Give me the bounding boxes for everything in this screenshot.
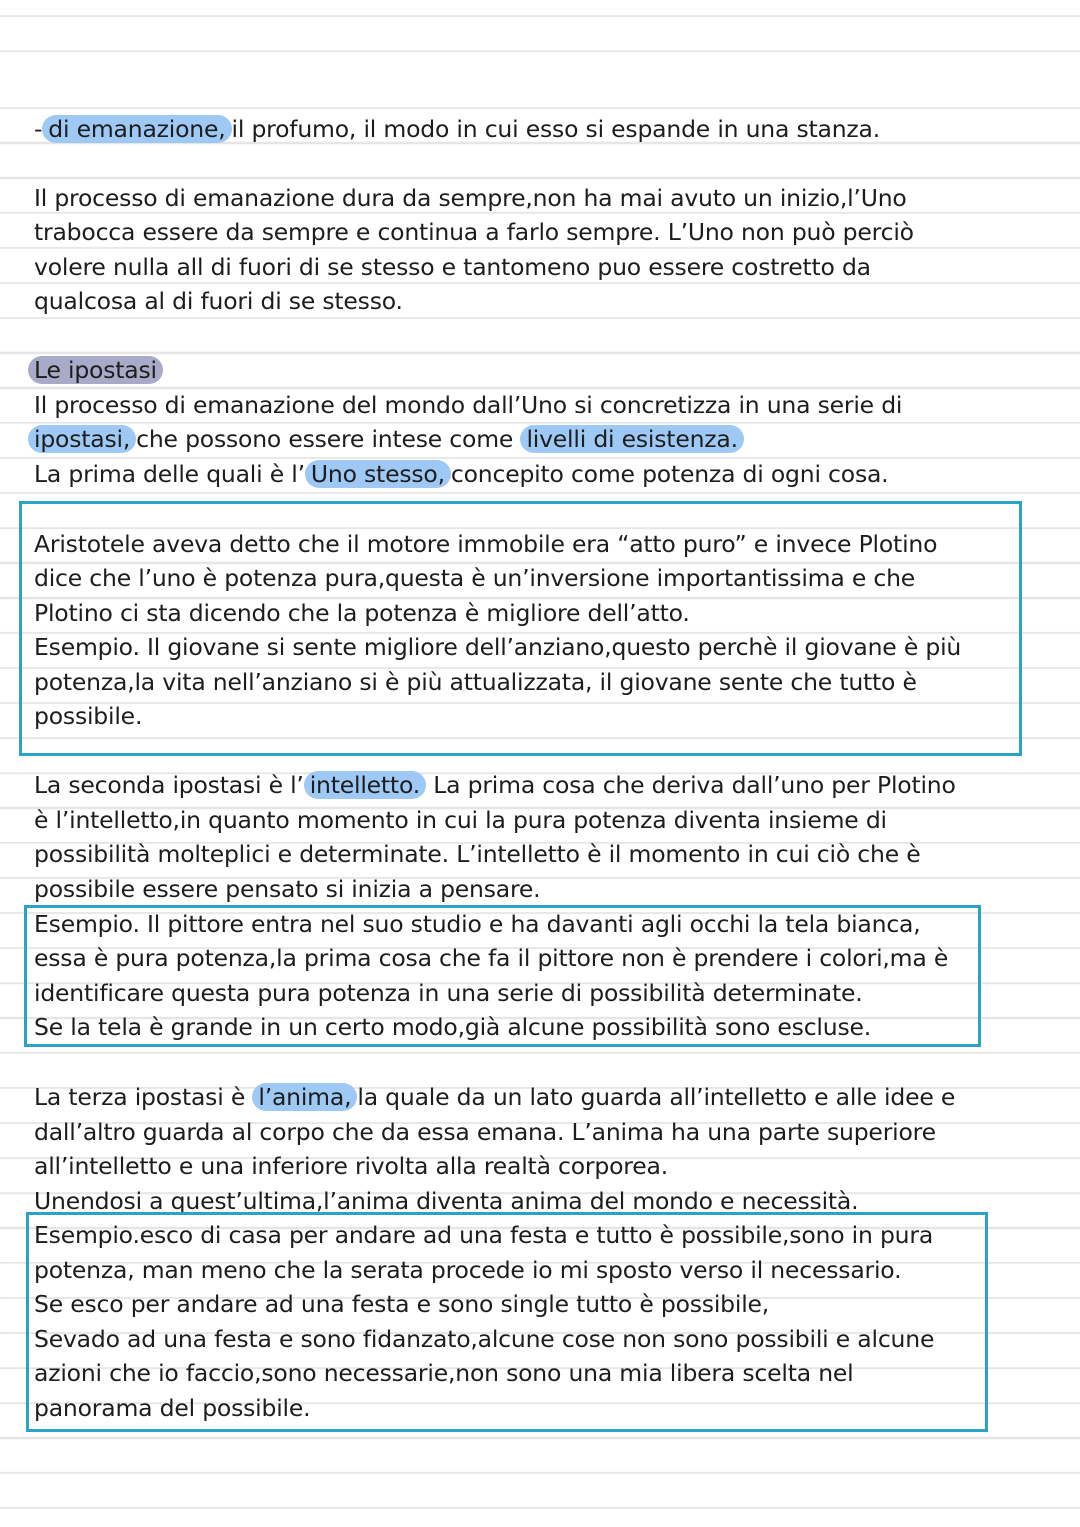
highlight-ipostasi: ipostasi, xyxy=(28,425,136,453)
intro-line xyxy=(34,112,880,146)
highlight-livelli: livelli di esistenza. xyxy=(520,425,743,453)
box1-line-3: Plotino ci sta dicendo che la potenza è migliore dell’atto. xyxy=(34,599,690,627)
dash: - xyxy=(34,115,43,143)
highlight-intelletto: intelletto. xyxy=(304,771,426,799)
box3-line-5: azioni che io faccio,sono necessarie,non sono una mia libera scelta nel xyxy=(34,1359,854,1387)
box1-line-2: dice che l’uno è potenza pura,questa è un’inversione importantissima e che xyxy=(34,564,916,592)
seconda-line-4: possibile essere pensato si inizia a pensare. xyxy=(34,875,541,903)
box2-line-4: Se la tela è grande in un certo modo,già alcune possibilità sono escluse. xyxy=(34,1013,872,1041)
box3-line-2: potenza, man meno che la serata procede io mi sposto verso il necessario. xyxy=(34,1256,902,1284)
section-title-text: Le ipostasi xyxy=(28,356,163,384)
ipostasi-line-2-mid: che possono essere intese come xyxy=(136,425,521,453)
seconda-line-1 xyxy=(34,768,956,802)
ipostasi-line-2 xyxy=(28,422,744,456)
processo-line-3: volere nulla all di fuori di se stesso e tantomeno puo essere costretto da xyxy=(34,253,871,281)
terza-post: la quale da un lato guarda all’intelletto e alle idee e xyxy=(357,1083,956,1111)
box2-line-2: essa è pura potenza,la prima cosa che fa il pittore non è prendere i colori,ma è xyxy=(34,944,949,972)
seconda-line-3: possibilità molteplici e determinate. L’intelletto è il momento in cui ciò che è xyxy=(34,840,921,868)
processo-line-2: trabocca essere da sempre e continua a farlo sempre. L’Uno non può perciò xyxy=(34,218,914,246)
box1-line-4: Esempio. Il giovane si sente migliore dell’anziano,questo perchè il giovane è più xyxy=(34,633,962,661)
terza-line-2: dall’altro guarda al corpo che da essa emana. L’anima ha una parte superiore xyxy=(34,1118,936,1146)
box3-line-6: panorama del possibile. xyxy=(34,1394,311,1422)
seconda-pre: La seconda ipostasi è l’ xyxy=(34,771,304,799)
highlight-emanazione: di emanazione, xyxy=(42,115,231,143)
box3-line-3: Se esco per andare ad una festa e sono single tutto è possibile, xyxy=(34,1290,770,1318)
box1-line-1: Aristotele aveva detto che il motore immobile era “atto puro” e invece Plotino xyxy=(34,530,938,558)
ipostasi-line-3-post: concepito come potenza di ogni cosa. xyxy=(450,460,889,488)
processo-line-4: qualcosa al di fuori di se stesso. xyxy=(34,287,403,315)
intro-text: il profumo, il modo in cui esso si espande in una stanza. xyxy=(231,115,881,143)
box3-line-4: Sevado ad una festa e sono fidanzato,alcune cose non sono possibili e alcune xyxy=(34,1325,935,1353)
terza-line-4: Unendosi a quest’ultima,l’anima diventa anima del mondo e necessità. xyxy=(34,1187,859,1215)
ipostasi-line-3-pre: La prima delle quali è l’ xyxy=(34,460,305,488)
terza-line-1 xyxy=(34,1080,955,1114)
highlight-uno-stesso: Uno stesso, xyxy=(305,460,451,488)
box2-line-3: identificare questa pura potenza in una serie di possibilità determinate. xyxy=(34,979,863,1007)
section-title-ipostasi xyxy=(28,353,163,387)
box1-line-6: possibile. xyxy=(34,702,143,730)
processo-line-1: Il processo di emanazione dura da sempre,non ha mai avuto un inizio,l’Uno xyxy=(34,184,907,212)
ipostasi-line-3 xyxy=(34,457,888,491)
box1-line-5: potenza,la vita nell’anziano si è più attualizzata, il giovane sente che tutto è xyxy=(34,668,917,696)
terza-line-3: all’intelletto e una inferiore rivolta alla realtà corporea. xyxy=(34,1152,668,1180)
box3-line-1: Esempio.esco di casa per andare ad una festa e tutto è possibile,sono in pura xyxy=(34,1221,934,1249)
highlight-anima: l’anima, xyxy=(252,1083,357,1111)
seconda-line-2: è l’intelletto,in quanto momento in cui la pura potenza diventa insieme di xyxy=(34,806,887,834)
ipostasi-line-1: Il processo di emanazione del mondo dall’Uno si concretizza in una serie di xyxy=(34,391,903,419)
box2-line-1: Esempio. Il pittore entra nel suo studio e ha davanti agli occhi la tela bianca, xyxy=(34,910,921,938)
terza-pre: La terza ipostasi è xyxy=(34,1083,253,1111)
seconda-post: La prima cosa che deriva dall’uno per Plotino xyxy=(425,771,956,799)
